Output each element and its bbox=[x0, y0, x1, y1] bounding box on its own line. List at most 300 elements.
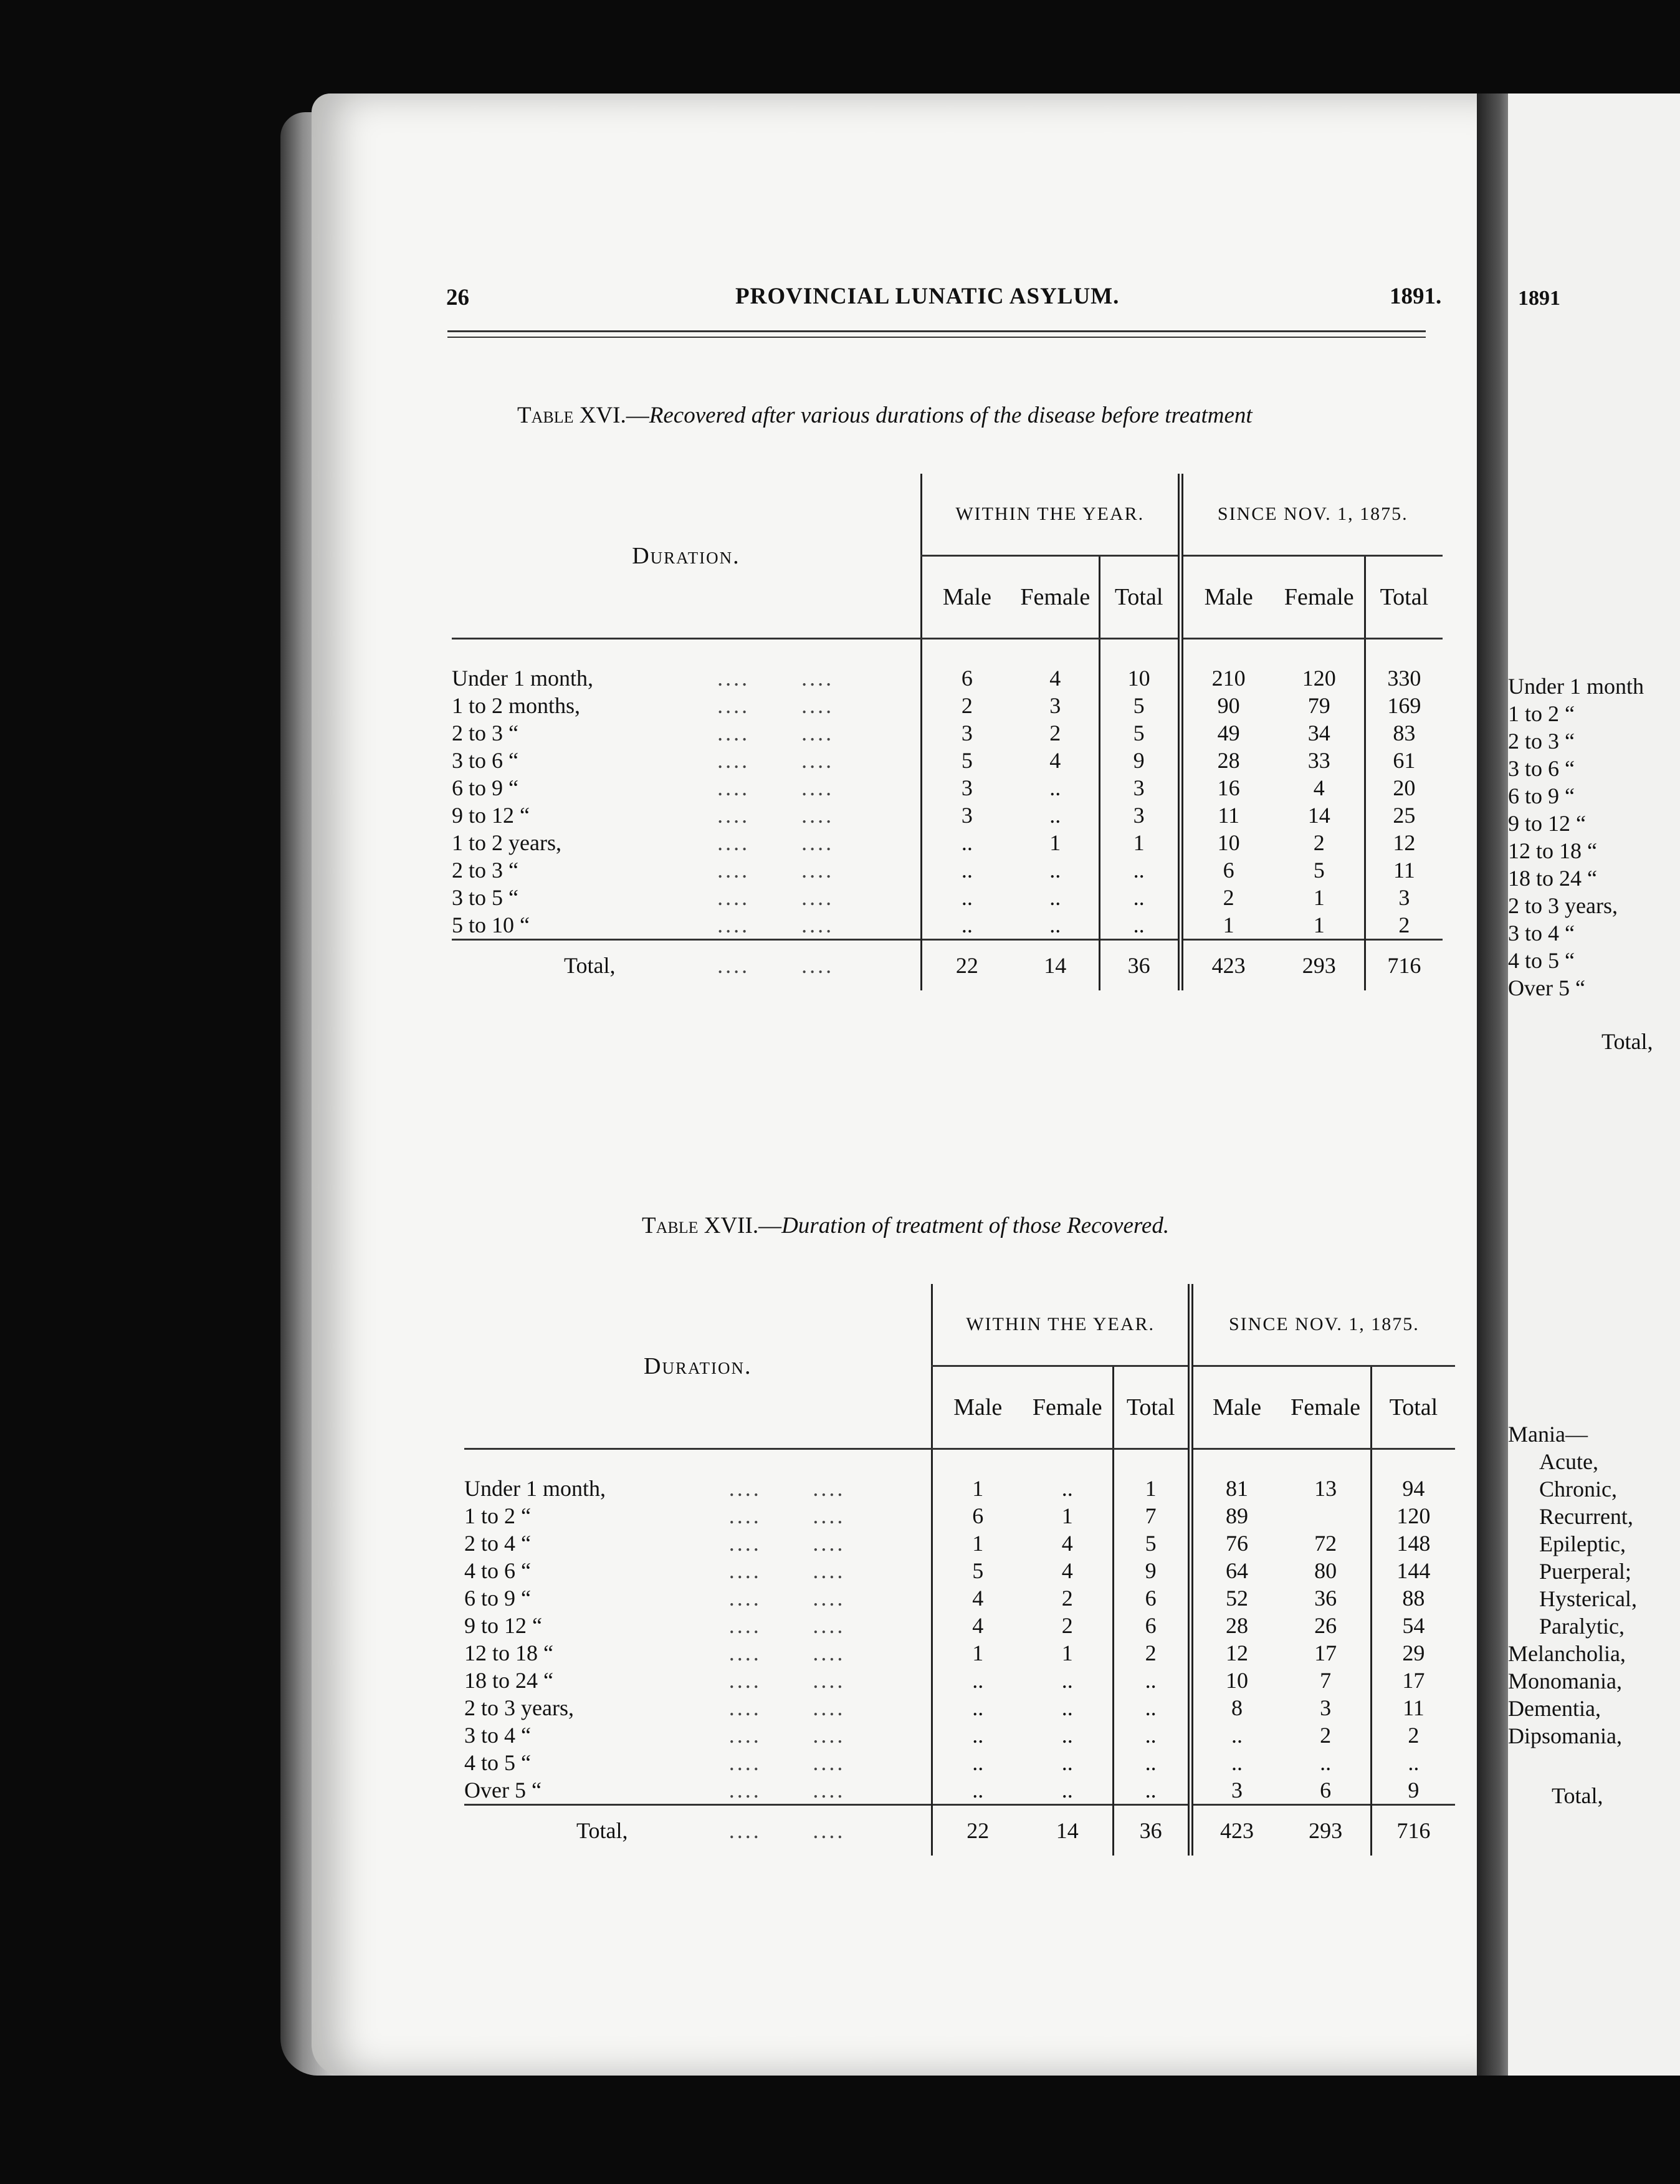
table-row bbox=[464, 1502, 1455, 1530]
leader-dots: .... bbox=[728, 1750, 761, 1775]
right-page-form-item: Paralytic, bbox=[1539, 1614, 1625, 1639]
leader-dots: .... bbox=[813, 1695, 846, 1720]
duration-cell: 4 to 6 “ bbox=[464, 1558, 531, 1583]
value-cell-sm: 2 bbox=[1180, 884, 1274, 911]
table-row bbox=[464, 1776, 1455, 1805]
table17-since-female-head: Female bbox=[1281, 1366, 1371, 1449]
duration-cell: 4 to 5 “ bbox=[464, 1750, 531, 1775]
value-cell-wt: .. bbox=[1099, 911, 1180, 940]
value-cell-st: 20 bbox=[1365, 774, 1443, 802]
value-cell-st: 330 bbox=[1365, 639, 1443, 692]
total-cell-st: 716 bbox=[1371, 1805, 1455, 1856]
leader-dots: .... bbox=[813, 1750, 846, 1775]
table16-male-head: Male bbox=[921, 556, 1011, 639]
value-cell-sf: .. bbox=[1320, 1750, 1332, 1775]
leader-dots: .... bbox=[813, 1613, 846, 1638]
table-row bbox=[464, 1557, 1455, 1584]
value-cell-sm: 81 bbox=[1190, 1449, 1281, 1503]
duration-cell: 1 to 2 years, bbox=[452, 830, 561, 855]
value-cell-sm: 90 bbox=[1180, 692, 1274, 719]
value-cell-sf: 1 bbox=[1313, 912, 1325, 937]
duration-cell: 3 to 6 “ bbox=[452, 748, 518, 773]
value-cell-wt: 7 bbox=[1113, 1502, 1190, 1530]
leader-dots: .... bbox=[717, 940, 801, 991]
value-cell-wf: .. bbox=[1061, 1778, 1073, 1803]
value-cell-sf bbox=[1281, 1502, 1371, 1530]
value-cell-sm: 12 bbox=[1190, 1639, 1281, 1667]
value-cell-wt: .. bbox=[1099, 856, 1180, 884]
value-cell-st: 11 bbox=[1365, 856, 1443, 884]
table-row bbox=[464, 1530, 1455, 1557]
value-cell-st: 54 bbox=[1371, 1612, 1455, 1639]
right-page-year: 1891 bbox=[1518, 287, 1560, 310]
leader-dots: .... bbox=[728, 1695, 761, 1720]
total-cell-wf: 14 bbox=[1023, 1805, 1113, 1856]
value-cell-st: 3 bbox=[1365, 884, 1443, 911]
right-page-duration-item: 2 to 3 years, bbox=[1508, 893, 1618, 918]
table16-caption-lead: Table XVI.— bbox=[517, 403, 649, 428]
value-cell-sf: 1 bbox=[1313, 885, 1325, 910]
value-cell-wf: .. bbox=[1061, 1750, 1073, 1775]
table16-since-head: SINCE NOV. 1, 1875. bbox=[1180, 474, 1443, 556]
value-cell-st: 120 bbox=[1371, 1502, 1455, 1530]
value-cell-wf: .. bbox=[1049, 775, 1061, 800]
value-cell-sf: 6 bbox=[1320, 1778, 1332, 1803]
right-page-form-item: Chronic, bbox=[1539, 1477, 1617, 1502]
duration-cell: 2 to 3 “ bbox=[452, 721, 518, 745]
leader-dots: .... bbox=[729, 1805, 813, 1856]
table-row bbox=[464, 1584, 1455, 1612]
value-cell-sm: .. bbox=[1190, 1722, 1281, 1749]
value-cell-wm: .. bbox=[932, 1667, 1023, 1694]
leader-dots: .... bbox=[813, 1531, 846, 1556]
duration-cell: Under 1 month, bbox=[464, 1476, 606, 1501]
value-cell-sf: 13 bbox=[1314, 1476, 1337, 1501]
table17-since-male-head: Male bbox=[1190, 1366, 1281, 1449]
value-cell-wm: 5 bbox=[921, 747, 1011, 774]
value-cell-wf: .. bbox=[1049, 885, 1061, 910]
value-cell-st: 83 bbox=[1365, 719, 1443, 747]
table17-duration-head: Duration. bbox=[464, 1284, 932, 1449]
value-cell-sf: 17 bbox=[1314, 1640, 1337, 1665]
table-row bbox=[464, 1612, 1455, 1639]
duration-cell: 3 to 4 “ bbox=[464, 1723, 531, 1748]
table-row bbox=[464, 1639, 1455, 1667]
duration-cell: 5 to 10 “ bbox=[452, 912, 530, 937]
value-cell-sm: 11 bbox=[1180, 802, 1274, 829]
duration-cell: Over 5 “ bbox=[464, 1778, 542, 1803]
value-cell-wf: 1 bbox=[1061, 1503, 1073, 1528]
value-cell-wf: 2 bbox=[1061, 1586, 1073, 1611]
value-cell-st: 61 bbox=[1365, 747, 1443, 774]
value-cell-wt: 10 bbox=[1099, 639, 1180, 692]
value-cell-sm: 8 bbox=[1190, 1694, 1281, 1722]
value-cell-wt: 9 bbox=[1099, 747, 1180, 774]
value-cell-wt: 6 bbox=[1113, 1612, 1190, 1639]
total-cell-sm: 423 bbox=[1180, 940, 1274, 991]
total-cell-wm: 22 bbox=[921, 940, 1011, 991]
value-cell-sf: 36 bbox=[1314, 1586, 1337, 1611]
right-page-duration-item: 1 to 2 “ bbox=[1508, 701, 1575, 726]
table-row bbox=[464, 1449, 1455, 1503]
right-page-form-item: Epileptic, bbox=[1539, 1531, 1626, 1556]
value-cell-wt: 5 bbox=[1113, 1530, 1190, 1557]
value-cell-sf: 79 bbox=[1307, 693, 1330, 718]
value-cell-wf: .. bbox=[1061, 1723, 1073, 1748]
value-cell-wm: .. bbox=[921, 829, 1011, 856]
value-cell-wf: 1 bbox=[1061, 1640, 1073, 1665]
value-cell-wm: .. bbox=[932, 1776, 1023, 1805]
table-row bbox=[452, 856, 1443, 884]
right-page-duration-item: 2 to 3 “ bbox=[1508, 729, 1575, 754]
value-cell-wm: 3 bbox=[921, 719, 1011, 747]
value-cell-sm: 49 bbox=[1180, 719, 1274, 747]
leader-dots: .... bbox=[801, 858, 834, 883]
value-cell-wf: 3 bbox=[1049, 693, 1061, 718]
value-cell-wt: .. bbox=[1113, 1694, 1190, 1722]
value-cell-sm: 10 bbox=[1190, 1667, 1281, 1694]
right-page-form-item: Puerperal; bbox=[1539, 1559, 1631, 1584]
value-cell-st: 9 bbox=[1371, 1776, 1455, 1805]
value-cell-sf: 5 bbox=[1313, 858, 1325, 883]
value-cell-sf: 33 bbox=[1307, 748, 1330, 773]
duration-cell: 1 to 2 months, bbox=[452, 693, 581, 718]
value-cell-sm: 64 bbox=[1190, 1557, 1281, 1584]
right-page bbox=[1508, 93, 1680, 2076]
table17-caption-lead: Table XVII.— bbox=[642, 1213, 782, 1238]
duration-cell: 18 to 24 “ bbox=[464, 1668, 553, 1693]
leader-dots: .... bbox=[801, 748, 834, 773]
value-cell-sm: 16 bbox=[1180, 774, 1274, 802]
value-cell-wm: .. bbox=[921, 911, 1011, 940]
value-cell-wm: 4 bbox=[932, 1584, 1023, 1612]
total-cell-wt: 36 bbox=[1099, 940, 1180, 991]
value-cell-wt: 3 bbox=[1099, 774, 1180, 802]
right-page-forms-total: Total, bbox=[1552, 1783, 1603, 1808]
total-cell-sf: 293 bbox=[1274, 940, 1365, 991]
right-page-form-item: Monomania, bbox=[1508, 1669, 1622, 1693]
leader-dots: .... bbox=[717, 775, 750, 800]
value-cell-wt: 1 bbox=[1099, 829, 1180, 856]
total-label: Total, bbox=[464, 1805, 729, 1856]
duration-cell: 9 to 12 “ bbox=[464, 1613, 542, 1638]
table16-duration-head: Duration. bbox=[452, 474, 921, 639]
value-cell-wm: 6 bbox=[921, 639, 1011, 692]
value-cell-sf: 2 bbox=[1320, 1723, 1332, 1748]
value-cell-st: 2 bbox=[1365, 911, 1443, 940]
right-page-duration-item: 3 to 4 “ bbox=[1508, 921, 1575, 946]
leader-dots: .... bbox=[728, 1723, 761, 1748]
leader-dots: .... bbox=[813, 1805, 932, 1856]
value-cell-st: 17 bbox=[1371, 1667, 1455, 1694]
value-cell-wf: .. bbox=[1061, 1476, 1073, 1501]
value-cell-sm: 28 bbox=[1180, 747, 1274, 774]
value-cell-wm: 6 bbox=[932, 1502, 1023, 1530]
leader-dots: .... bbox=[717, 666, 750, 691]
table-row bbox=[452, 829, 1443, 856]
leader-dots: .... bbox=[728, 1586, 761, 1611]
leader-dots: .... bbox=[813, 1503, 846, 1528]
value-cell-sm: 28 bbox=[1190, 1612, 1281, 1639]
value-cell-wm: 5 bbox=[932, 1557, 1023, 1584]
duration-cell: 2 to 4 “ bbox=[464, 1531, 531, 1556]
value-cell-st: 94 bbox=[1371, 1449, 1455, 1503]
value-cell-sm: 10 bbox=[1180, 829, 1274, 856]
table17-caption-text: Duration of treatment of those Recovered. bbox=[781, 1213, 1170, 1238]
value-cell-st: 144 bbox=[1371, 1557, 1455, 1584]
table17-within-year-head: WITHIN THE YEAR. bbox=[932, 1284, 1190, 1366]
leader-dots: .... bbox=[813, 1778, 846, 1803]
leader-dots: .... bbox=[813, 1558, 846, 1583]
right-page-duration-item: 9 to 12 “ bbox=[1508, 811, 1586, 836]
leader-dots: .... bbox=[728, 1778, 761, 1803]
table-row bbox=[452, 911, 1443, 940]
table16-female-head: Female bbox=[1012, 556, 1099, 639]
value-cell-wf: 2 bbox=[1061, 1613, 1073, 1638]
table-row bbox=[452, 774, 1443, 802]
value-cell-st: 11 bbox=[1371, 1694, 1455, 1722]
leader-dots: .... bbox=[801, 721, 834, 745]
right-page-form-item: Mania— bbox=[1508, 1422, 1588, 1447]
duration-cell: 2 to 3 years, bbox=[464, 1695, 574, 1720]
total-label: Total, bbox=[452, 940, 717, 991]
value-cell-wf: .. bbox=[1049, 912, 1061, 937]
value-cell-sm: 3 bbox=[1190, 1776, 1281, 1805]
value-cell-wm: 2 bbox=[921, 692, 1011, 719]
value-cell-wf: .. bbox=[1061, 1668, 1073, 1693]
value-cell-sm: 6 bbox=[1180, 856, 1274, 884]
value-cell-sf: 3 bbox=[1320, 1695, 1332, 1720]
value-cell-sf: 14 bbox=[1307, 803, 1330, 828]
leader-dots: .... bbox=[717, 693, 750, 718]
value-cell-wm: .. bbox=[921, 856, 1011, 884]
right-page-form-item: Melancholia, bbox=[1508, 1641, 1626, 1666]
value-cell-wt: 1 bbox=[1113, 1449, 1190, 1503]
right-page-form-item: Dementia, bbox=[1508, 1696, 1601, 1721]
table17 bbox=[464, 1284, 1455, 1856]
header-rule-2 bbox=[447, 337, 1426, 338]
leader-dots: .... bbox=[728, 1476, 761, 1501]
value-cell-st: 88 bbox=[1371, 1584, 1455, 1612]
leader-dots: .... bbox=[728, 1668, 761, 1693]
header-rule bbox=[447, 330, 1426, 332]
leader-dots: .... bbox=[728, 1613, 761, 1638]
leader-dots: .... bbox=[801, 803, 834, 828]
leader-dots: .... bbox=[801, 666, 834, 691]
right-page-duration-item: 12 to 18 “ bbox=[1508, 838, 1597, 863]
total-cell-sm: 423 bbox=[1190, 1805, 1281, 1856]
value-cell-sm: .. bbox=[1190, 1749, 1281, 1776]
table16-caption bbox=[517, 402, 1253, 429]
leader-dots: .... bbox=[717, 912, 750, 937]
table16-since-male-head: Male bbox=[1180, 556, 1274, 639]
value-cell-sm: 76 bbox=[1190, 1530, 1281, 1557]
leader-dots: .... bbox=[801, 830, 834, 855]
value-cell-st: .. bbox=[1371, 1749, 1455, 1776]
total-row bbox=[464, 1805, 1455, 1856]
duration-cell: 9 to 12 “ bbox=[452, 803, 530, 828]
value-cell-sf: 120 bbox=[1302, 666, 1336, 691]
right-page-duration-item: 6 to 9 “ bbox=[1508, 783, 1575, 808]
value-cell-wt: .. bbox=[1113, 1722, 1190, 1749]
value-cell-wm: .. bbox=[932, 1694, 1023, 1722]
leader-dots: .... bbox=[717, 885, 750, 910]
value-cell-wm: .. bbox=[932, 1749, 1023, 1776]
right-page-duration-item: 18 to 24 “ bbox=[1508, 866, 1597, 891]
value-cell-sf: 4 bbox=[1313, 775, 1325, 800]
table17-since-total-head: Total bbox=[1371, 1366, 1455, 1449]
leader-dots: .... bbox=[801, 775, 834, 800]
value-cell-wt: 9 bbox=[1113, 1557, 1190, 1584]
right-page-form-item: Acute, bbox=[1539, 1449, 1598, 1474]
right-page-duration-item: Over 5 “ bbox=[1508, 975, 1585, 1000]
value-cell-wm: 1 bbox=[932, 1449, 1023, 1503]
value-cell-wt: 3 bbox=[1099, 802, 1180, 829]
right-page-duration-item: Under 1 month bbox=[1508, 674, 1644, 699]
value-cell-wm: 1 bbox=[932, 1530, 1023, 1557]
table-row bbox=[464, 1749, 1455, 1776]
table16-within-year-head: WITHIN THE YEAR. bbox=[921, 474, 1180, 556]
value-cell-wm: 3 bbox=[921, 774, 1011, 802]
value-cell-sm: 210 bbox=[1180, 639, 1274, 692]
value-cell-sf: 34 bbox=[1307, 721, 1330, 745]
value-cell-wf: .. bbox=[1049, 803, 1061, 828]
leader-dots: .... bbox=[717, 721, 750, 745]
leader-dots: .... bbox=[717, 858, 750, 883]
leader-dots: .... bbox=[813, 1476, 846, 1501]
value-cell-st: 148 bbox=[1371, 1530, 1455, 1557]
table16 bbox=[452, 474, 1443, 990]
value-cell-wt: .. bbox=[1099, 884, 1180, 911]
leader-dots: .... bbox=[813, 1668, 846, 1693]
table-row bbox=[452, 692, 1443, 719]
leader-dots: .... bbox=[728, 1531, 761, 1556]
leader-dots: .... bbox=[801, 885, 834, 910]
value-cell-st: 29 bbox=[1371, 1639, 1455, 1667]
duration-cell: 1 to 2 “ bbox=[464, 1503, 531, 1528]
page-title: PROVINCIAL LUNATIC ASYLUM. bbox=[735, 284, 1120, 309]
value-cell-sf: 80 bbox=[1314, 1558, 1337, 1583]
value-cell-wt: 6 bbox=[1113, 1584, 1190, 1612]
table17-total-head: Total bbox=[1113, 1366, 1190, 1449]
right-page-total: Total, bbox=[1601, 1029, 1653, 1054]
total-cell-wt: 36 bbox=[1113, 1805, 1190, 1856]
total-cell-wm: 22 bbox=[932, 1805, 1023, 1856]
header-year: 1891. bbox=[1390, 284, 1442, 309]
total-row bbox=[452, 940, 1443, 991]
leader-dots: .... bbox=[728, 1558, 761, 1583]
leader-dots: .... bbox=[728, 1503, 761, 1528]
right-page-form-item: Dipsomania, bbox=[1508, 1723, 1622, 1748]
total-cell-sf: 293 bbox=[1281, 1805, 1371, 1856]
value-cell-wm: .. bbox=[932, 1722, 1023, 1749]
table-row bbox=[452, 719, 1443, 747]
table16-since-female-head: Female bbox=[1274, 556, 1365, 639]
value-cell-wt: .. bbox=[1113, 1776, 1190, 1805]
leader-dots: .... bbox=[801, 693, 834, 718]
value-cell-wt: 2 bbox=[1113, 1639, 1190, 1667]
table-row bbox=[452, 639, 1443, 692]
leader-dots: .... bbox=[728, 1640, 761, 1665]
total-cell-st: 716 bbox=[1365, 940, 1443, 991]
value-cell-sf: 72 bbox=[1314, 1531, 1337, 1556]
table17-body bbox=[464, 1449, 1455, 1856]
leader-dots: .... bbox=[813, 1586, 846, 1611]
right-page-duration-item: 4 to 5 “ bbox=[1508, 948, 1575, 973]
running-header bbox=[436, 274, 1442, 312]
leader-dots: .... bbox=[801, 912, 834, 937]
leader-dots: .... bbox=[813, 1640, 846, 1665]
value-cell-wf: .. bbox=[1049, 858, 1061, 883]
value-cell-st: 2 bbox=[1371, 1722, 1455, 1749]
page-number: 26 bbox=[446, 285, 469, 310]
leader-dots: .... bbox=[717, 803, 750, 828]
value-cell-st: 169 bbox=[1365, 692, 1443, 719]
value-cell-wf: 4 bbox=[1049, 666, 1061, 691]
value-cell-st: 12 bbox=[1365, 829, 1443, 856]
leader-dots: .... bbox=[813, 1723, 846, 1748]
leader-dots: .... bbox=[717, 748, 750, 773]
right-page-duration-item: 3 to 6 “ bbox=[1508, 756, 1575, 781]
value-cell-wt: .. bbox=[1113, 1667, 1190, 1694]
duration-cell: 6 to 9 “ bbox=[452, 775, 518, 800]
value-cell-sf: 2 bbox=[1313, 830, 1325, 855]
table17-since-head: SINCE NOV. 1, 1875. bbox=[1190, 1284, 1455, 1366]
table16-since-total-head: Total bbox=[1365, 556, 1443, 639]
table17-male-head: Male bbox=[932, 1366, 1023, 1449]
table16-caption-text: Recovered after various durations of the disease before treatment bbox=[649, 403, 1253, 428]
value-cell-wm: 3 bbox=[921, 802, 1011, 829]
table-row bbox=[464, 1722, 1455, 1749]
value-cell-wf: 2 bbox=[1049, 721, 1061, 745]
value-cell-st: 25 bbox=[1365, 802, 1443, 829]
value-cell-wm: 1 bbox=[932, 1639, 1023, 1667]
duration-cell: 6 to 9 “ bbox=[464, 1586, 531, 1611]
value-cell-wf: .. bbox=[1061, 1695, 1073, 1720]
right-page-form-item: Hysterical, bbox=[1539, 1586, 1637, 1611]
value-cell-sf: 7 bbox=[1320, 1668, 1332, 1693]
value-cell-wf: 4 bbox=[1061, 1531, 1073, 1556]
value-cell-wf: 1 bbox=[1049, 830, 1061, 855]
table-row bbox=[452, 747, 1443, 774]
table16-total-head: Total bbox=[1099, 556, 1180, 639]
table17-caption bbox=[642, 1212, 1169, 1239]
value-cell-wt: 5 bbox=[1099, 719, 1180, 747]
table17-female-head: Female bbox=[1023, 1366, 1113, 1449]
value-cell-sm: 52 bbox=[1190, 1584, 1281, 1612]
table-row bbox=[464, 1667, 1455, 1694]
table-row bbox=[452, 802, 1443, 829]
table16-body bbox=[452, 639, 1443, 991]
duration-cell: Under 1 month, bbox=[452, 666, 593, 691]
duration-cell: 3 to 5 “ bbox=[452, 885, 518, 910]
table-row bbox=[452, 884, 1443, 911]
value-cell-wm: .. bbox=[921, 884, 1011, 911]
total-cell-wf: 14 bbox=[1012, 940, 1099, 991]
right-page-form-item: Recurrent, bbox=[1539, 1504, 1633, 1529]
leader-dots: .... bbox=[717, 830, 750, 855]
value-cell-wf: 4 bbox=[1049, 748, 1061, 773]
value-cell-sm: 89 bbox=[1190, 1502, 1281, 1530]
table-row bbox=[464, 1694, 1455, 1722]
value-cell-wf: 4 bbox=[1061, 1558, 1073, 1583]
duration-cell: 12 to 18 “ bbox=[464, 1640, 553, 1665]
leader-dots: .... bbox=[801, 940, 921, 991]
value-cell-wt: .. bbox=[1113, 1749, 1190, 1776]
value-cell-wt: 5 bbox=[1099, 692, 1180, 719]
duration-cell: 2 to 3 “ bbox=[452, 858, 518, 883]
value-cell-wm: 4 bbox=[932, 1612, 1023, 1639]
